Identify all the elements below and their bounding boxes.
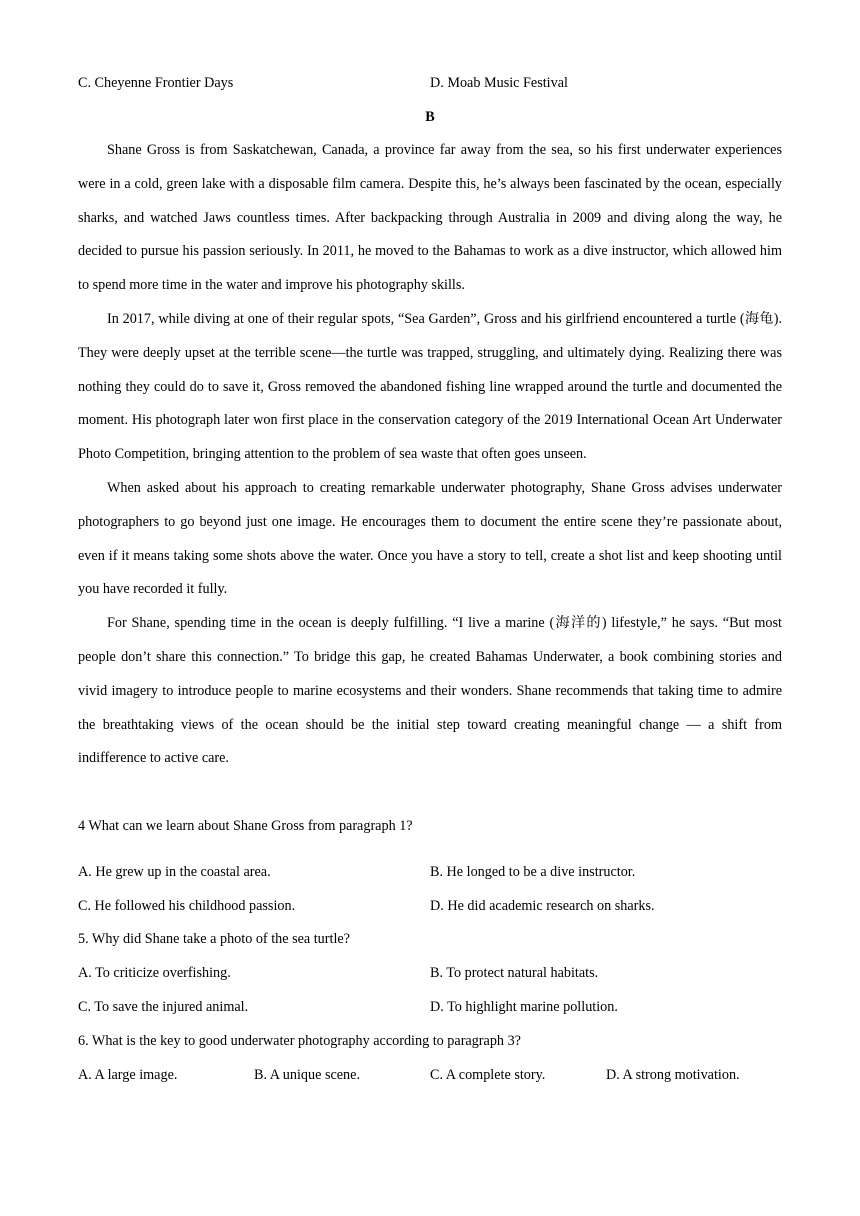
option-c: C. He followed his childhood passion. [78, 898, 296, 914]
option-d: D. He did academic research on sharks. [430, 898, 655, 914]
question-5-options-row-1 [78, 963, 782, 983]
option-c: C. A complete story. [430, 1067, 546, 1083]
option-d: D. To highlight marine pollution. [430, 999, 618, 1015]
option-d: D. A strong motivation. [606, 1067, 740, 1083]
reading-passage [78, 134, 782, 776]
option-c: C. Cheyenne Frontier Days [78, 75, 234, 91]
option-c: C. To save the injured animal. [78, 999, 249, 1015]
question-4-stem: 4 What can we learn about Shane Gross from paragraph 1? [78, 818, 413, 834]
question-5-stem: 5. Why did Shane take a photo of the sea turtle? [78, 931, 350, 947]
previous-question-options [78, 73, 782, 93]
paragraph-1: Shane Gross is from Saskatchewan, Canada, a province far away from the sea, so his first underwater experiences were in a cold, green lake with a disposable film camera. Despite this, he’s always been fascinated by the ocean, especially sharks, and watched Jaws countless times. After backpacking through Australia in 2009 and diving along the way, he decided to pursue his passion seriously. In 2011, he moved to the Bahamas to work as a dive instructor, which allowed him to spend more time in the water and improve his photography skills. [78, 142, 782, 294]
option-a: A. A large image. [78, 1067, 178, 1083]
question-6-stem: 6. What is the key to good underwater photography according to paragraph 3? [78, 1033, 521, 1049]
section-title: B [425, 109, 435, 125]
option-b: B. To protect natural habitats. [430, 965, 599, 981]
question-4-options-row-2 [78, 896, 782, 916]
option-a: A. To criticize overfishing. [78, 965, 231, 981]
option-a: A. He grew up in the coastal area. [78, 864, 271, 880]
question-5-options-row-2 [78, 997, 782, 1017]
paragraph-2: In 2017, while diving at one of their regular spots, “Sea Garden”, Gross and his girlfriend encountered a turtle (海龟). They were deeply upset at the terrible scene—the turtle was trapped, struggling, and ultimately dying. Realizing there was nothing they could do to save it, Gross removed the abandoned fishing line wrapped around the turtle and documented the moment. His photograph later won first place in the conservation category of the 2019 International Ocean Art Underwater Photo Competition, bringing attention to the problem of sea waste that often goes unseen. [78, 310, 782, 463]
paragraph-4: For Shane, spending time in the ocean is deeply fulfilling. “I live a marine (海洋的) lifestyle,” he says. “But most people don’t share this connection.” To bridge this gap, he created Bahamas Underwater, a book combining stories and vivid imagery to introduce people to marine ecosystems and their wonders. Shane recommends that taking time to admire the breathtaking views of the ocean should be the initial step toward creating meaningful change — a shift from indifference to active care. [78, 615, 782, 767]
question-4-options-row-1 [78, 862, 782, 882]
paragraph-3: When asked about his approach to creating remarkable underwater photography, Shane Gross advises underwater photographers to go beyond just one image. He encourages them to document the entire scene they’re passionate about, even if it means taking some shots above the water. Once you have a story to tell, create a shot list and keep shooting until you have recorded it fully. [78, 479, 782, 598]
option-d: D. Moab Music Festival [430, 75, 568, 91]
option-b: B. He longed to be a dive instructor. [430, 864, 636, 880]
question-6-options-row [78, 1065, 782, 1085]
option-b: B. A unique scene. [254, 1067, 360, 1083]
